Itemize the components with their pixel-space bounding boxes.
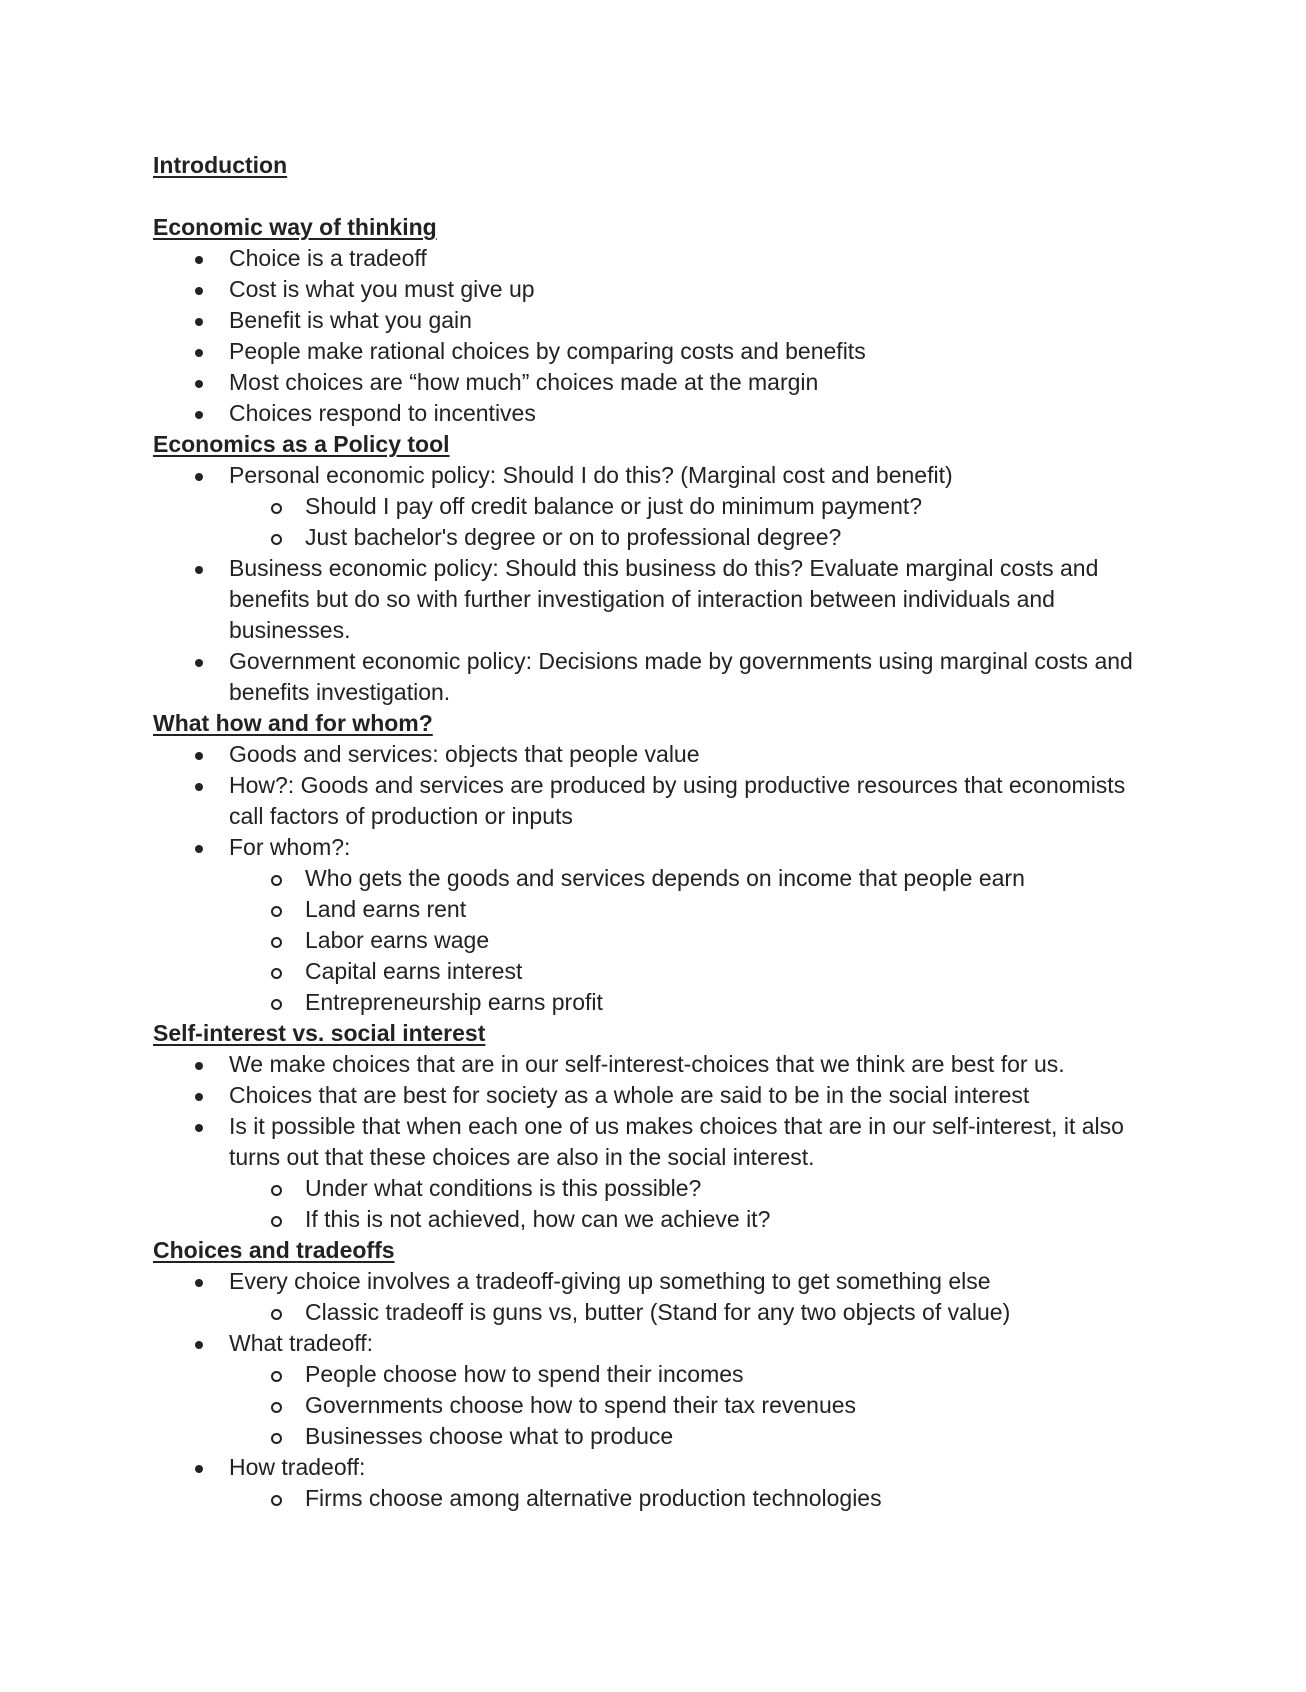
- sub-bullet-list: [229, 1173, 1153, 1235]
- list-item: [153, 367, 1153, 398]
- sub-list-item: [229, 987, 1153, 1018]
- list-item-text: Government economic policy: Decisions made by governments using marginal costs and benefits investigation.: [229, 646, 1153, 708]
- list-item: [153, 1049, 1153, 1080]
- sub-list-item: [229, 956, 1153, 987]
- sub-list-item-text: Businesses choose what to produce: [305, 1421, 1153, 1452]
- sub-list-item-text: Entrepreneurship earns profit: [305, 987, 1153, 1018]
- sub-list-item: [229, 863, 1153, 894]
- section-heading: Choices and tradeoffs: [153, 1237, 395, 1263]
- sub-list-item-text: People choose how to spend their incomes: [305, 1359, 1153, 1390]
- section-heading: Self-interest vs. social interest: [153, 1020, 486, 1046]
- sub-list-item: [229, 894, 1153, 925]
- list-item: [153, 646, 1153, 708]
- sub-list-item-text: Who gets the goods and services depends on income that people earn: [305, 863, 1153, 894]
- list-item-text: Choices that are best for society as a whole are said to be in the social interest: [229, 1080, 1153, 1111]
- list-item-text: Personal economic policy: Should I do this? (Marginal cost and benefit): [229, 460, 1153, 491]
- sub-list-item-text: Governments choose how to spend their tax revenues: [305, 1390, 1153, 1421]
- list-item-text: Cost is what you must give up: [229, 274, 1153, 305]
- bullet-list: [153, 1049, 1153, 1235]
- list-item: [153, 1080, 1153, 1111]
- sub-list-item-text: Should I pay off credit balance or just do minimum payment?: [305, 491, 1153, 522]
- list-item: [153, 305, 1153, 336]
- sub-list-item-text: Labor earns wage: [305, 925, 1153, 956]
- list-item: [153, 553, 1153, 646]
- sub-bullet-list: [229, 491, 1153, 553]
- list-item-text: For whom?:: [229, 832, 1153, 863]
- list-item-text: We make choices that are in our self-interest-choices that we think are best for us.: [229, 1049, 1153, 1080]
- sub-list-item: [229, 1421, 1153, 1452]
- list-item: [153, 770, 1153, 832]
- list-item-text: Is it possible that when each one of us makes choices that are in our self-interest, it also turns out that these choices are also in the social interest.: [229, 1111, 1153, 1173]
- section-heading: Economic way of thinking: [153, 214, 437, 240]
- section-heading: Economics as a Policy tool: [153, 431, 450, 457]
- sub-list-item-text: Firms choose among alternative production technologies: [305, 1483, 1153, 1514]
- list-item: [153, 336, 1153, 367]
- list-item-text: How?: Goods and services are produced by using productive resources that economists call factors of production or inputs: [229, 770, 1153, 832]
- sub-list-item-text: Classic tradeoff is guns vs, butter (Stand for any two objects of value): [305, 1297, 1153, 1328]
- sub-list-item: [229, 925, 1153, 956]
- list-item: [153, 739, 1153, 770]
- bullet-list: [153, 243, 1153, 429]
- sub-list-item: [229, 1483, 1153, 1514]
- list-item: [153, 398, 1153, 429]
- sub-list-item: [229, 1173, 1153, 1204]
- sub-bullet-list: [229, 863, 1153, 1018]
- list-item: [153, 1328, 1153, 1452]
- bullet-list: [153, 739, 1153, 1018]
- list-item: [153, 1111, 1153, 1235]
- list-item-text: Choices respond to incentives: [229, 398, 1153, 429]
- sub-list-item: [229, 491, 1153, 522]
- sub-bullet-list: [229, 1483, 1153, 1514]
- list-item-text: Most choices are “how much” choices made at the margin: [229, 367, 1153, 398]
- list-item: [153, 1266, 1153, 1328]
- list-item-text: People make rational choices by comparing costs and benefits: [229, 336, 1153, 367]
- list-item-text: Every choice involves a tradeoff-giving up something to get something else: [229, 1266, 1153, 1297]
- sub-list-item: [229, 522, 1153, 553]
- sub-list-item-text: Land earns rent: [305, 894, 1153, 925]
- list-item: [153, 1452, 1153, 1514]
- section-heading: What how and for whom?: [153, 710, 433, 736]
- sub-list-item: [229, 1204, 1153, 1235]
- sub-list-item: [229, 1390, 1153, 1421]
- bullet-list: [153, 1266, 1153, 1514]
- list-item: [153, 832, 1153, 1018]
- section-heading: Introduction: [153, 152, 288, 178]
- list-item-text: Business economic policy: Should this business do this? Evaluate marginal costs and benefits but do so with further investigation of interaction between individuals and businesses.: [229, 553, 1153, 646]
- sub-list-item: [229, 1297, 1153, 1328]
- sub-bullet-list: [229, 1359, 1153, 1452]
- sub-list-item-text: If this is not achieved, how can we achieve it?: [305, 1204, 1153, 1235]
- list-item-text: Choice is a tradeoff: [229, 243, 1153, 274]
- list-item-text: Benefit is what you gain: [229, 305, 1153, 336]
- list-item-text: Goods and services: objects that people value: [229, 739, 1153, 770]
- sub-bullet-list: [229, 1297, 1153, 1328]
- sub-list-item-text: Just bachelor's degree or on to professional degree?: [305, 522, 1153, 553]
- bullet-list: [153, 460, 1153, 708]
- list-item: [153, 274, 1153, 305]
- document-page: [153, 150, 1153, 1514]
- sub-list-item: [229, 1359, 1153, 1390]
- list-item: [153, 243, 1153, 274]
- list-item-text: What tradeoff:: [229, 1328, 1153, 1359]
- sub-list-item-text: Under what conditions is this possible?: [305, 1173, 1153, 1204]
- blank-line: [153, 181, 1153, 212]
- list-item: [153, 460, 1153, 553]
- sub-list-item-text: Capital earns interest: [305, 956, 1153, 987]
- list-item-text: How tradeoff:: [229, 1452, 1153, 1483]
